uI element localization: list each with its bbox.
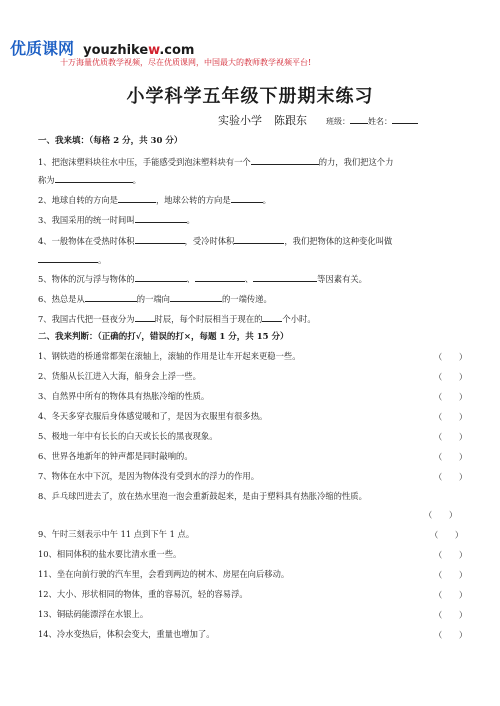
answer-blank[interactable] — [118, 193, 156, 203]
q5-text-d: 等因素有关。 — [317, 274, 367, 284]
answer-blank[interactable] — [135, 234, 185, 244]
judge-item: 4、冬天多穿衣服后身体感觉暖和了，是因为衣服里有很多热。 — [38, 411, 268, 421]
judge-item: 8、乒乓球凹进去了，放在热水里泡一泡会重新鼓起来，是由于塑料具有热胀冷缩的性质。 — [38, 491, 367, 501]
answer-paren[interactable]: （ ） — [434, 630, 468, 640]
answer-paren[interactable]: （ ） — [434, 452, 468, 462]
q2-text-b: ，地球公转的方向是 — [155, 195, 231, 205]
judge-item: 10、相同体积的盐水要比清水重一些。 — [38, 549, 182, 559]
question-6 — [38, 292, 272, 305]
judge-item: 5、极地一年中有长长的白天或长长的黑夜现象。 — [38, 431, 218, 441]
answer-blank[interactable] — [262, 312, 282, 322]
question-5 — [38, 272, 367, 285]
q1-text-c: 称为 — [38, 175, 55, 185]
answer-blank[interactable] — [55, 173, 133, 183]
question-4-cont — [38, 253, 106, 266]
q7-text-a: 7、我国古代把一昼夜分为 — [38, 314, 135, 324]
judge-item: 2、货船从长江进入大海，船身会上浮一些。 — [38, 371, 201, 381]
q4-text-b: ，受冷时体积 — [184, 236, 235, 246]
answer-blank[interactable] — [135, 312, 155, 322]
question-2 — [38, 193, 271, 206]
q2-text-c: 。 — [262, 195, 271, 205]
site-name: 优质课网 — [10, 39, 75, 58]
q6-text-a: 6、热总是从 — [38, 294, 85, 304]
q1-text-a: 1、把泡沫塑料块往水中压，手能感受到泡沫塑料块有一个 — [38, 157, 251, 167]
answer-paren[interactable]: （ ） — [434, 570, 468, 580]
q5-text-b: 、 — [186, 274, 195, 284]
q7-text-c: 个小时。 — [282, 314, 316, 324]
q3-text-b: 。 — [186, 215, 195, 225]
q7-text-b: 时辰，每个时辰相当于现在的 — [154, 314, 263, 324]
class-label: 班级： — [326, 117, 350, 126]
site-domain-w: w — [148, 43, 160, 58]
site-domain-a: youzhike — [83, 43, 149, 58]
answer-blank[interactable] — [85, 292, 137, 302]
q5-text-c: 、 — [244, 274, 254, 284]
answer-blank[interactable] — [170, 292, 222, 302]
answer-paren[interactable]: （ ） — [434, 392, 468, 402]
school-name: 实验小学 — [218, 114, 262, 127]
q4-text-c: ，我们把物体的这种变化叫做 — [284, 236, 393, 246]
answer-paren[interactable]: （ ） — [430, 530, 464, 540]
question-4 — [38, 234, 392, 247]
judge-item: 9、午时三刻表示中午 11 点到下午 1 点。 — [38, 529, 195, 539]
q2-text-a: 2、地球自转的方向是 — [38, 195, 118, 205]
site-logo — [10, 36, 194, 59]
q4-text-d: 。 — [98, 255, 107, 265]
q4-text-a: 4、一般物体在受热时体积 — [38, 236, 135, 246]
answer-paren[interactable]: （ ） — [434, 372, 468, 382]
judge-item: 3、自然界中所有的物体具有热胀冷缩的性质。 — [38, 391, 210, 401]
q6-text-b: 的一端向 — [136, 294, 170, 304]
q1-text-d: 。 — [132, 175, 141, 185]
answer-paren[interactable]: （ ） — [434, 590, 468, 600]
name-label: 姓名： — [368, 117, 392, 126]
answer-blank[interactable] — [231, 193, 263, 203]
q1-text-b: 的力，我们把这个力 — [318, 157, 394, 167]
answer-blank[interactable] — [135, 272, 187, 282]
question-3 — [38, 213, 195, 226]
answer-blank[interactable] — [251, 155, 319, 165]
judge-item: 14、冷水变热后，体积会变大，重量也增加了。 — [38, 629, 215, 639]
answer-paren[interactable]: （ ） — [434, 432, 468, 442]
answer-paren[interactable]: （ ） — [434, 472, 468, 482]
judge-item: 7、物体在水中下沉，是因为物体没有受到水的浮力的作用。 — [38, 471, 259, 481]
question-7 — [38, 312, 316, 325]
question-1-cont — [38, 173, 141, 186]
question-1 — [38, 155, 393, 168]
answer-blank[interactable] — [234, 234, 284, 244]
answer-paren[interactable]: （ ） — [434, 550, 468, 560]
judge-item: 6、世界各地新年的钟声都是同时敲响的。 — [38, 451, 193, 461]
class-blank[interactable] — [350, 114, 368, 124]
answer-paren[interactable]: （ ） — [434, 352, 468, 362]
answer-blank[interactable] — [135, 213, 187, 223]
q6-text-c: 的一端传递。 — [221, 294, 272, 304]
answer-blank[interactable] — [195, 272, 245, 282]
q3-text-a: 3、我国采用的统一时间叫 — [38, 215, 135, 225]
answer-paren[interactable]: （ ） — [424, 510, 458, 520]
class-info — [326, 114, 418, 127]
section-1-heading: 一、我来填：（每格 2 分，共 30 分） — [38, 136, 183, 146]
section-2-heading: 二、我来判断：（正确的打√，错误的打×，每题 1 分，共 15 分） — [38, 332, 289, 342]
page-title: 小学科学五年级下册期末练习 — [126, 86, 374, 107]
answer-paren[interactable]: （ ） — [434, 412, 468, 422]
answer-paren[interactable]: （ ） — [434, 610, 468, 620]
name-blank[interactable] — [392, 114, 418, 124]
judge-item: 13、铜砝码能漂浮在水银上。 — [38, 609, 149, 619]
answer-blank[interactable] — [38, 253, 98, 263]
teacher-name: 陈跟东 — [274, 114, 307, 127]
judge-item: 11、坐在向前行驶的汽车里，会看到两边的树木、房屋在向后移动。 — [38, 569, 290, 579]
judge-item: 1、钢铁造的桥通常都架在滚轴上，滚轴的作用是让车开起来更稳一些。 — [38, 351, 301, 361]
answer-blank[interactable] — [253, 272, 317, 282]
q5-text-a: 5、物体的沉与浮与物体的 — [38, 274, 135, 284]
judge-item: 12、大小、形状相同的物体，重的容易沉，轻的容易浮。 — [38, 589, 248, 599]
site-tagline: 十万海量优质教学视频，尽在优质课网，中国最大的教师教学视频平台! — [60, 58, 312, 67]
site-domain-com: .com — [159, 43, 195, 58]
author-line — [218, 112, 307, 128]
